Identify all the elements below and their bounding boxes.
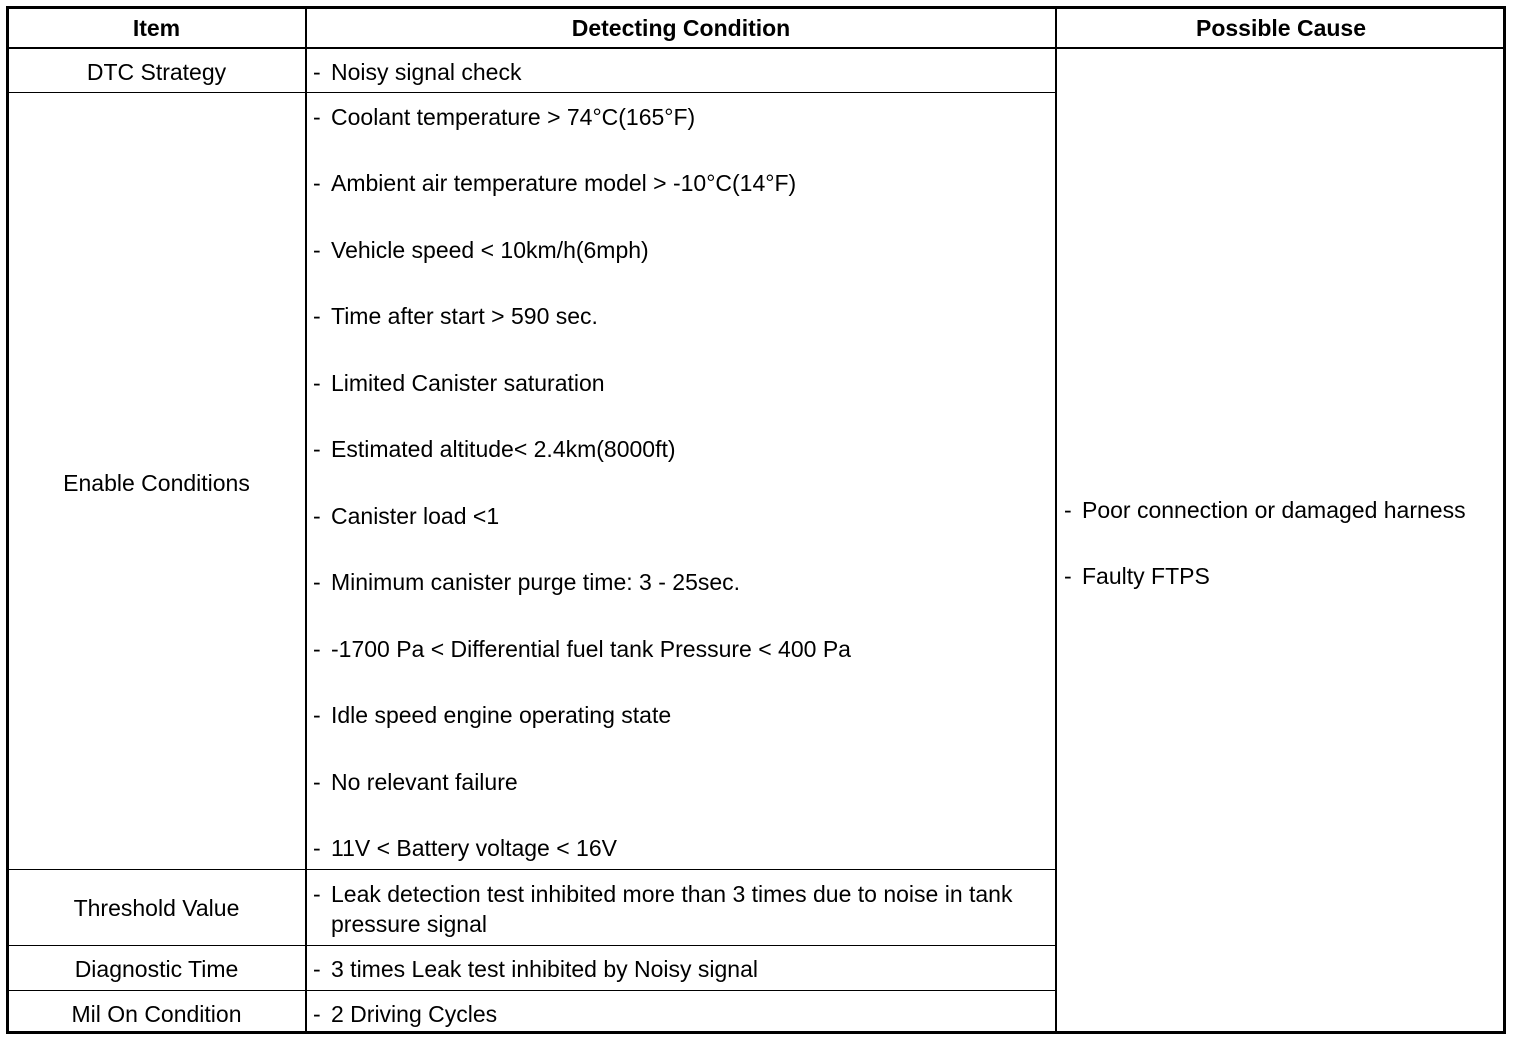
row-item-label: Threshold Value — [73, 895, 240, 921]
row-item-label: Mil On Condition — [71, 1001, 242, 1027]
row-item-label: Diagnostic Time — [74, 956, 239, 982]
list-item: - Time after start > 590 sec. — [313, 301, 598, 331]
column-divider-1 — [305, 8, 307, 1033]
row-item-label: DTC Strategy — [86, 59, 227, 85]
list-item: - Canister load <1 — [313, 501, 499, 531]
list-item: - 3 times Leak test inhibited by Noisy signal — [313, 954, 758, 984]
condition-list — [313, 57, 521, 87]
list-item: - No relevant failure — [313, 767, 518, 797]
header-item: Item — [132, 15, 181, 41]
list-item: - 2 Driving Cycles — [313, 999, 497, 1029]
list-item: - -1700 Pa < Differential fuel tank Pressure < 400 Pa — [313, 634, 851, 664]
list-item: - Idle speed engine operating state — [313, 700, 671, 730]
header-cause: Possible Cause — [1195, 15, 1367, 41]
column-divider-2 — [1055, 8, 1057, 1033]
condition-list — [313, 954, 758, 984]
list-item: - Vehicle speed < 10km/h(6mph) — [313, 235, 649, 265]
list-item: - Noisy signal check — [313, 57, 521, 87]
header-condition: Detecting Condition — [571, 15, 791, 41]
row-item-label: Enable Conditions — [63, 470, 250, 496]
list-item: - 11V < Battery voltage < 16V — [313, 833, 617, 863]
condition-list — [313, 879, 1033, 939]
list-item: - Ambient air temperature model > -10°C(14°F) — [313, 168, 796, 198]
list-item: - Estimated altitude< 2.4km(8000ft) — [313, 434, 676, 464]
list-item: - Leak detection test inhibited more than 3 times due to noise in tank pressure signal — [313, 879, 1033, 939]
header-divider — [8, 47, 1505, 49]
row-divider — [8, 945, 1056, 946]
condition-list — [313, 999, 497, 1029]
row-divider — [8, 990, 1056, 991]
list-item: - Faulty FTPS — [1064, 561, 1210, 591]
row-divider — [8, 869, 1056, 870]
row-divider — [8, 92, 1056, 93]
list-item: - Minimum canister purge time: 3 - 25sec. — [313, 567, 740, 597]
list-item: - Poor connection or damaged harness — [1064, 495, 1466, 525]
list-item: - Limited Canister saturation — [313, 368, 605, 398]
list-item: - Coolant temperature > 74°C(165°F) — [313, 102, 695, 132]
